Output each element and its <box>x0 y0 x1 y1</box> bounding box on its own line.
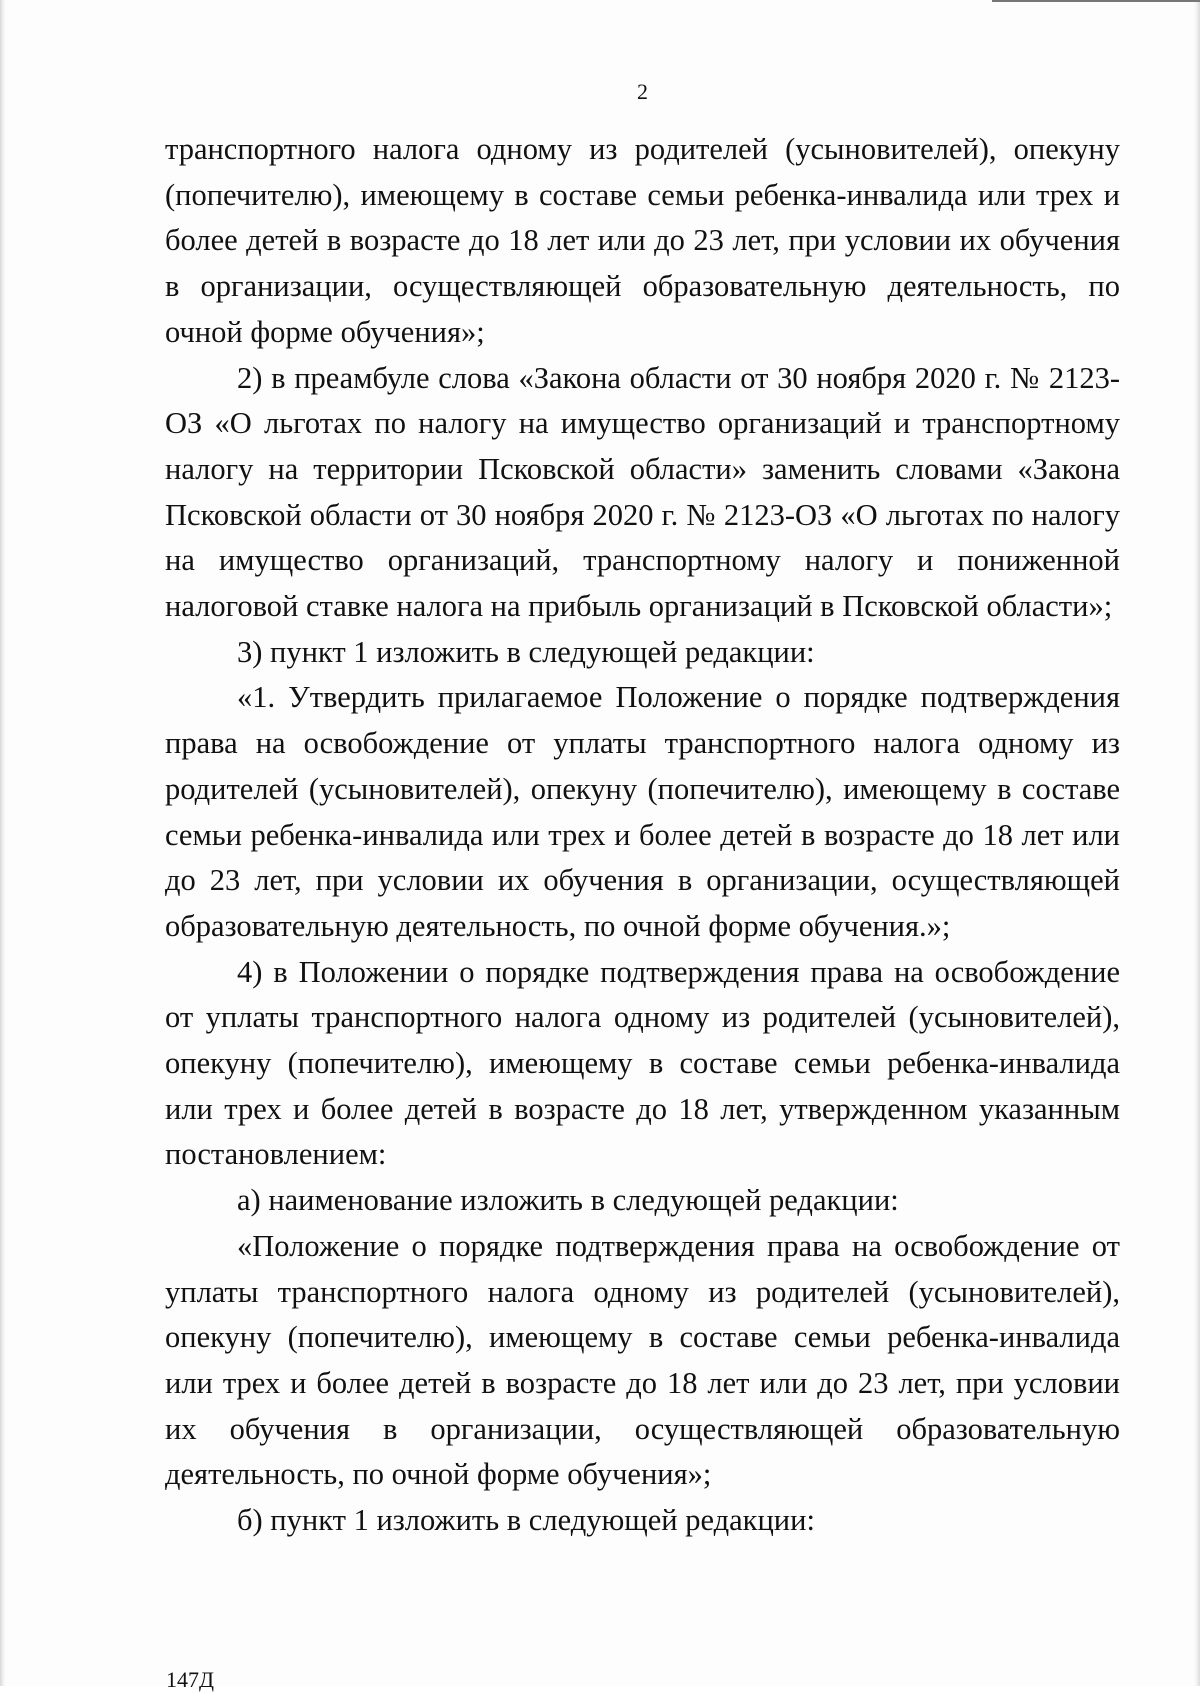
top-rule-line <box>992 0 1200 2</box>
paragraph-item-4a-text: «Положение о порядке подтверждения права на освобождение от уплаты транспортного налога одному из родителей (усыновителей), опекуну (попечителю), имеющему в составе семьи ребенка-инвалида или трех и более детей в возрасте до 18 лет или до 23 лет, при условии их обучения в организации, осуществляющей образовательную деятельность, по очной форме обучения»; <box>165 1228 1120 1492</box>
paragraph-item-4a: а) наименование изложить в следующей редакции: <box>237 1183 899 1218</box>
paragraph-continuation: транспортного налога одному из родителей (усыновителей), опекуну (попечителю), имеющему в составе семьи ребенка-инвалида или трех и более детей в возрасте до 18 лет или до 23 лет, при условии их обучения в организации, осуществляющей образовательную деятельность, по очной форме обучения»; <box>165 132 1120 349</box>
footer-document-code: 147Д <box>166 1667 215 1692</box>
paragraph-item-3-text: «1. Утвердить прилагаемое Положение о порядке подтверждения права на освобождение от уплаты транспортного налога одному из родителей (усыновителей), опекуну (попечителю), имеющему в составе семьи ребенка-инвалида или трех и более детей в возрасте до 18 лет или до 23 лет, при условии их обучения в организации, осуществляющей образовательную деятельность, по очной форме обучения.»; <box>165 680 1120 943</box>
paragraph-item-4: 4) в Положении о порядке подтверждения права на освобождение от уплаты транспортного налога одному из родителей (усыновителей), опекуну (попечителю), имеющему в составе семьи ребенка-инвалида или трех и более детей в возрасте до 18 лет, утвержденном указанным постановлением: <box>165 954 1120 1172</box>
paragraph-item-4b: б) пункт 1 изложить в следующей редакции: <box>237 1503 815 1538</box>
scan-edge-right <box>1194 0 1200 1686</box>
paragraph-item-3: 3) пункт 1 изложить в следующей редакции: <box>237 634 815 669</box>
page-number: 2 <box>637 79 648 104</box>
scan-edge-left <box>0 0 6 1686</box>
document-body <box>165 127 1120 1544</box>
paragraph-item-2: 2) в преамбуле слова «Закона области от 30 ноября 2020 г. № 2123-ОЗ «О льготах по налогу на имущество организаций и транспортному налогу на территории Псковской области» заменить словами «Закона Псковской области от 30 ноября 2020 г. № 2123-ОЗ «О льготах по налогу на имущество организаций, транспортному налогу и пониженной налоговой ставке налога на прибыль организаций в Псковской области»; <box>165 360 1120 624</box>
